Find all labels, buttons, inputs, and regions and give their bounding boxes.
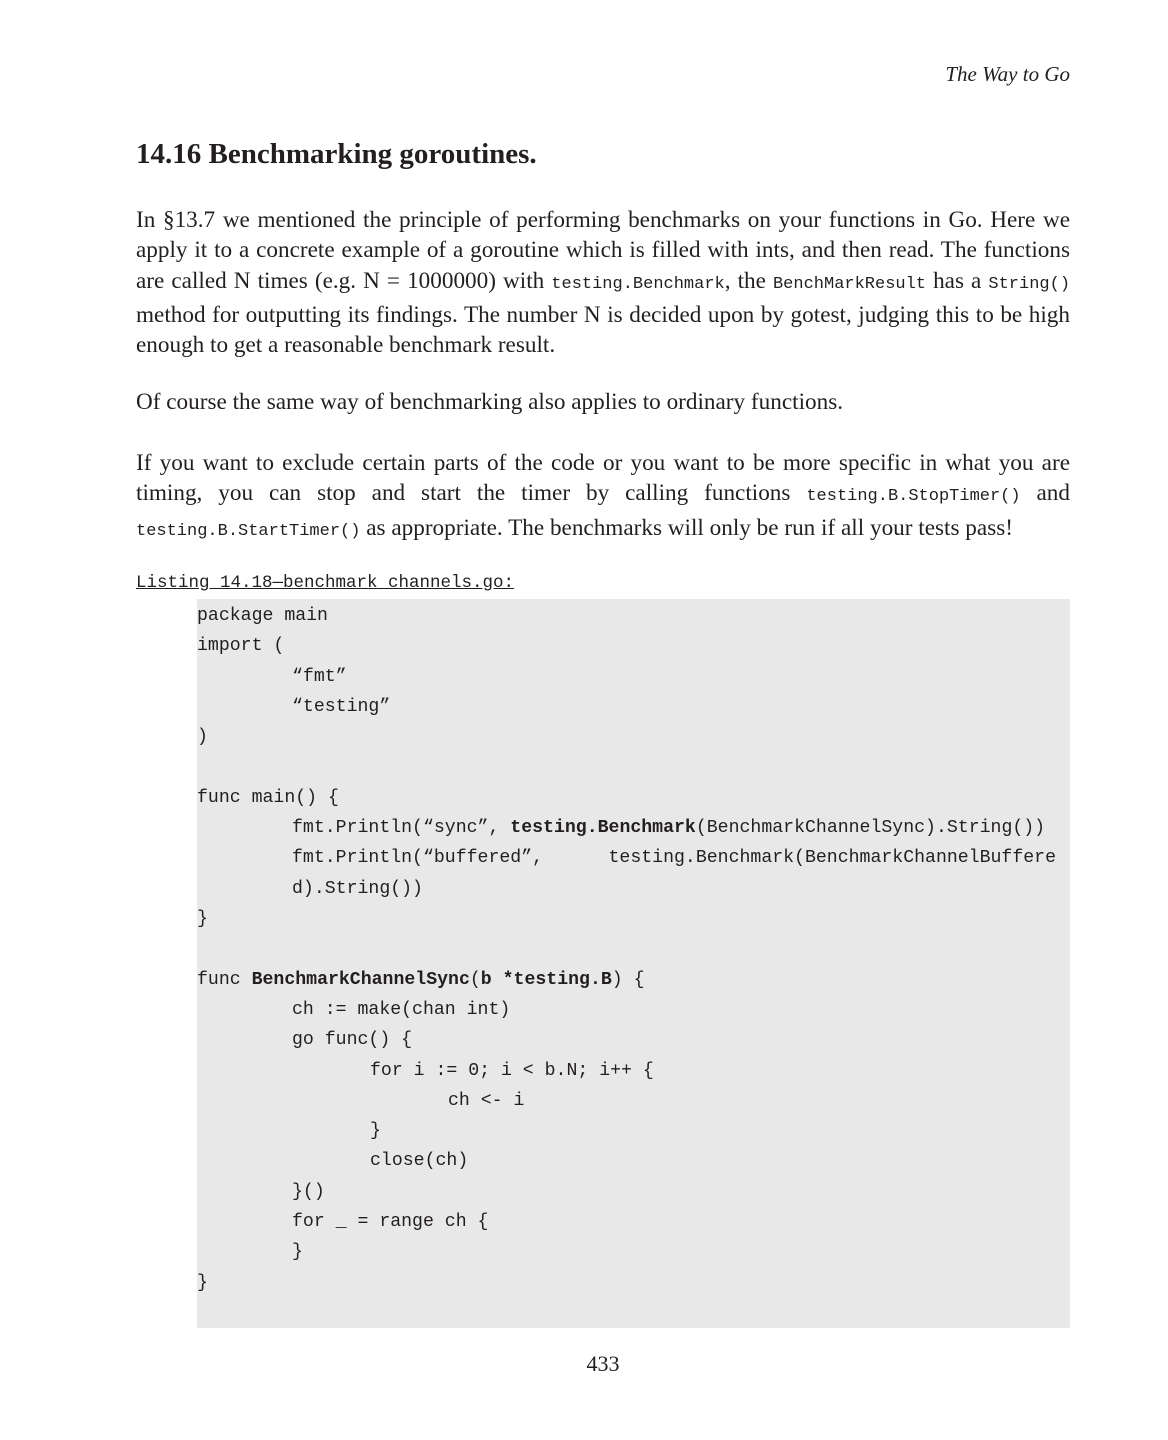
- paragraph-ordinary-functions: [136, 387, 1070, 417]
- code-line: [292, 817, 1045, 839]
- code-text: ): [197, 727, 208, 748]
- code-line: [370, 1060, 654, 1082]
- code-line: [292, 1211, 488, 1233]
- inline-code: testing.B.StopTimer(): [806, 487, 1021, 507]
- code-text: }: [292, 1242, 303, 1263]
- listing-caption: Listing 14.18—benchmark_channels.go:: [136, 573, 515, 593]
- code-text: “fmt”: [292, 666, 347, 687]
- code-text: ch := make(chan int): [292, 999, 511, 1020]
- code-text: }: [197, 909, 208, 929]
- code-line: [197, 969, 645, 991]
- code-line: [197, 908, 208, 930]
- text-run: method for outputting its findings. The number N is decided upon by gotest, judging this to be high enough to get a reasonable benchmark result.: [136, 301, 1070, 359]
- section-heading: 14.16 Benchmarking goroutines.: [136, 138, 537, 170]
- code-bold: BenchmarkChannelSync: [251, 969, 470, 990]
- text-run: , the: [724, 267, 773, 294]
- text-run: has a: [926, 267, 989, 294]
- code-line: [197, 787, 339, 809]
- text-run: and: [1020, 480, 1070, 507]
- code-line: [292, 1241, 303, 1263]
- inline-code: testing.B.StartTimer(): [136, 521, 361, 541]
- code-text: import (: [197, 636, 285, 657]
- code-text: func: [197, 969, 252, 990]
- code-text: }(): [292, 1181, 325, 1202]
- code-line: [448, 1090, 524, 1112]
- code-text: func main() {: [197, 787, 339, 808]
- code-line: [292, 1029, 412, 1051]
- code-line: [292, 666, 347, 688]
- paragraph-intro: [136, 205, 1070, 360]
- text-run: In §13.7 we mentioned the principle of performing benchmarks on your functions in Go. Here we apply it to a concrete example of a goroutine which is filled with ints, and then read. The functions are called N times (e.g. N = 1000000) with: [136, 207, 1070, 294]
- code-text: for i := 0; i < b.N; i++ {: [370, 1060, 654, 1081]
- code-text: d).String()): [292, 878, 423, 899]
- code-text: ) {: [611, 969, 645, 990]
- paragraph-timer: [136, 448, 1070, 547]
- code-text: package main: [197, 606, 328, 626]
- code-line: [292, 999, 510, 1021]
- page-number: 433: [586, 1351, 620, 1376]
- code-line: [197, 726, 208, 748]
- inline-code: String(): [988, 274, 1071, 294]
- code-text: for _ = range ch {: [292, 1212, 489, 1232]
- code-line: [292, 847, 1056, 869]
- code-bold: b *testing.B: [480, 969, 612, 990]
- code-line: [197, 1272, 208, 1294]
- text-run: as appropriate. The benchmarks will only be run if all your tests pass!: [360, 514, 1013, 541]
- code-line: [197, 635, 284, 657]
- code-text: }: [370, 1121, 381, 1142]
- code-text: (BenchmarkChannelSync).String()): [695, 818, 1046, 839]
- code-text: “testing”: [292, 696, 391, 717]
- code-line: [370, 1150, 468, 1172]
- code-text: (: [469, 969, 481, 990]
- code-text: go func() {: [292, 1030, 413, 1051]
- code-text: fmt.Println(“sync”,: [292, 818, 511, 839]
- code-line: [197, 605, 328, 627]
- inline-code: BenchMarkResult: [772, 274, 927, 294]
- code-text: fmt.Println(“buffered”, testing.Benchmark(BenchmarkChannelBuffere: [292, 848, 1056, 869]
- code-line: [370, 1120, 381, 1142]
- text-run: If you want to exclude certain parts of the code or you want to be more specific in what you are timing, you can stop and start the timer by calling functions: [136, 450, 1070, 507]
- code-text: close(ch): [370, 1151, 469, 1172]
- code-text: ch <- i: [448, 1090, 525, 1111]
- code-text: }: [197, 1272, 208, 1293]
- code-line: [292, 878, 423, 900]
- text-run: Of course the same way of benchmarking also applies to ordinary functions.: [136, 389, 844, 415]
- code-line: [292, 696, 390, 718]
- running-head: The Way to Go: [945, 62, 1070, 86]
- inline-code: testing.Benchmark: [551, 274, 725, 294]
- code-bold: testing.Benchmark: [510, 818, 696, 839]
- code-listing: [197, 599, 1070, 1328]
- code-line: [292, 1181, 325, 1203]
